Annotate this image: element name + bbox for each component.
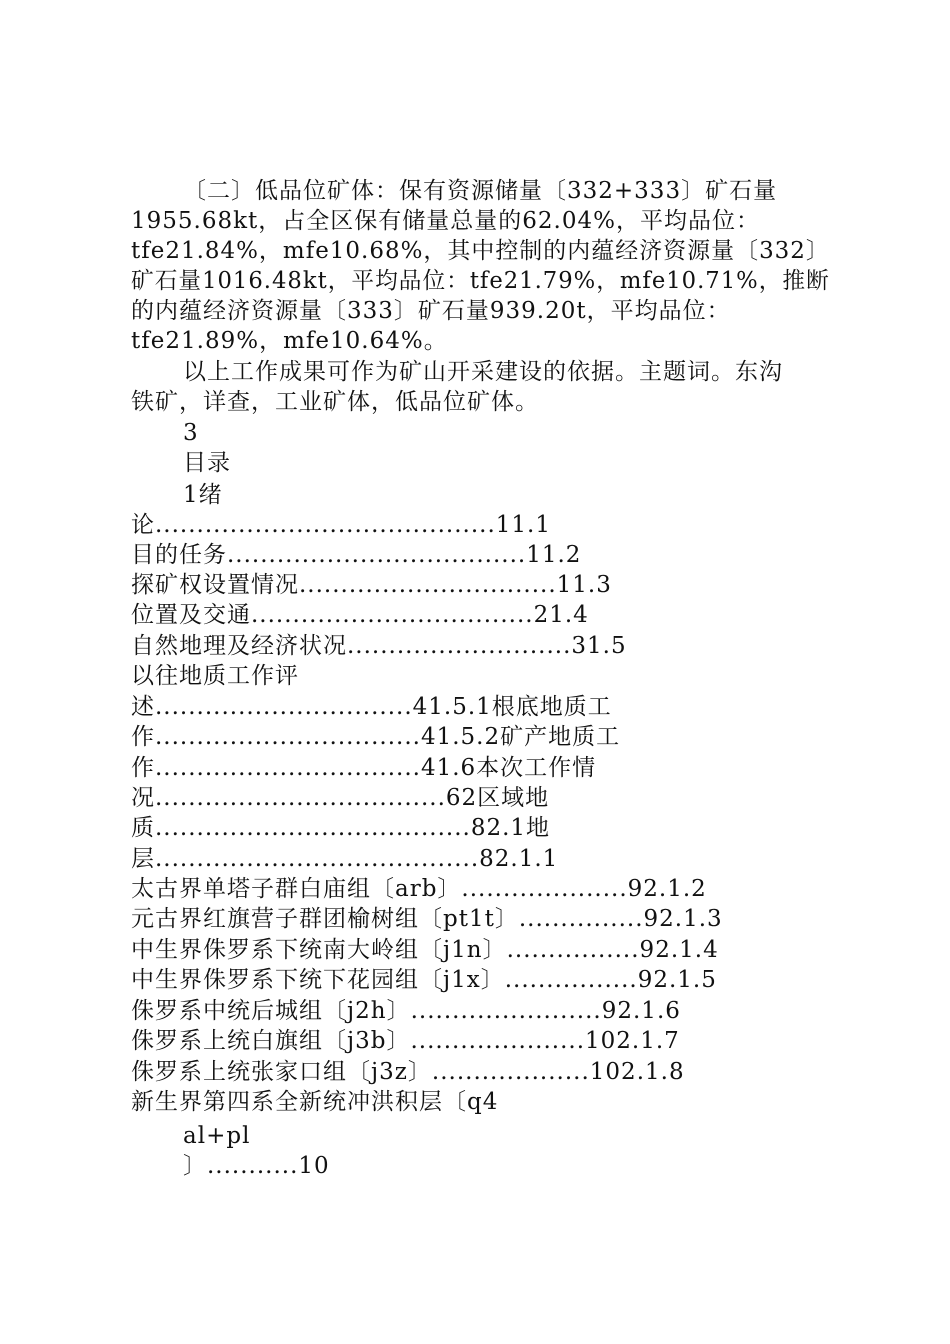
toc-entry: 〕...........10 <box>183 1153 330 1179</box>
conclusion-line: 以上工作成果可作为矿山开采建设的依据。主题词。东沟 <box>183 359 783 385</box>
toc-entry: 以往地质工作评 <box>131 663 299 689</box>
toc-entry: 中生界侏罗系下统南大岭组〔j1n〕................92.1.4 <box>131 937 719 963</box>
abstract-line: tfe21.84%，mfe10.68%，其中控制的内蕴经济资源量〔332〕 <box>131 238 830 264</box>
toc-entry: 元古界红旗营子群团榆树组〔pt1t〕...............92.1.3 <box>131 906 723 932</box>
toc-entry: 质......................................82.1地 <box>131 815 551 841</box>
toc-entry: 目的任务....................................11.2 <box>131 542 582 568</box>
abstract-line: 矿石量1016.48kt，平均品位：tfe21.79%，mfe10.71%，推断 <box>131 268 830 294</box>
toc-title: 目录 <box>183 450 231 476</box>
abstract-line: 的内蕴经济资源量〔333〕矿石量939.20t，平均品位： <box>131 298 731 324</box>
abstract-line: 1955.68kt，占全区保有储量总量的62.04%，平均品位： <box>131 208 760 234</box>
toc-entry: 作................................41.6本次工作情 <box>131 755 597 781</box>
abstract-line: 〔二〕低品位矿体：保有资源储量〔332+333〕矿石量 <box>183 178 778 204</box>
toc-entry: 自然地理及经济状况...........................31.5 <box>131 633 627 659</box>
toc-entry: 侏罗系中统后城组〔j2h〕.......................92.1.6 <box>131 998 681 1024</box>
page-number: 3 <box>183 420 199 446</box>
toc-entry: 新生界第四系全新统冲洪积层〔q4 <box>131 1089 499 1115</box>
toc-entry: 中生界侏罗系下统下花园组〔j1x〕................92.1.5 <box>131 967 717 993</box>
toc-entry: 论.........................................11.1 <box>131 512 551 538</box>
toc-entry: 况...................................62区域地 <box>131 785 550 811</box>
toc-entry: 层.......................................82.1.1 <box>131 846 559 872</box>
toc-entry: 侏罗系上统张家口组〔j3z〕...................102.1.8 <box>131 1059 685 1085</box>
abstract-line: tfe21.89%，mfe10.64%。 <box>131 328 448 354</box>
toc-entry: 位置及交通..................................21.4 <box>131 602 589 628</box>
toc-entry-subscript: al+pl <box>183 1123 251 1149</box>
toc-heading: 1绪 <box>183 482 223 508</box>
toc-entry: 太古界单塔子群白庙组〔arb〕....................92.1.2 <box>131 876 707 902</box>
toc-entry: 侏罗系上统白旗组〔j3b〕.....................102.1.7 <box>131 1028 680 1054</box>
toc-entry: 作................................41.5.2矿产地质工 <box>131 724 621 750</box>
toc-entry: 述...............................41.5.1根底地质工 <box>131 694 612 720</box>
conclusion-line: 铁矿，详查，工业矿体，低品位矿体。 <box>131 389 539 415</box>
toc-entry: 探矿权设置情况...............................11.3 <box>131 572 612 598</box>
